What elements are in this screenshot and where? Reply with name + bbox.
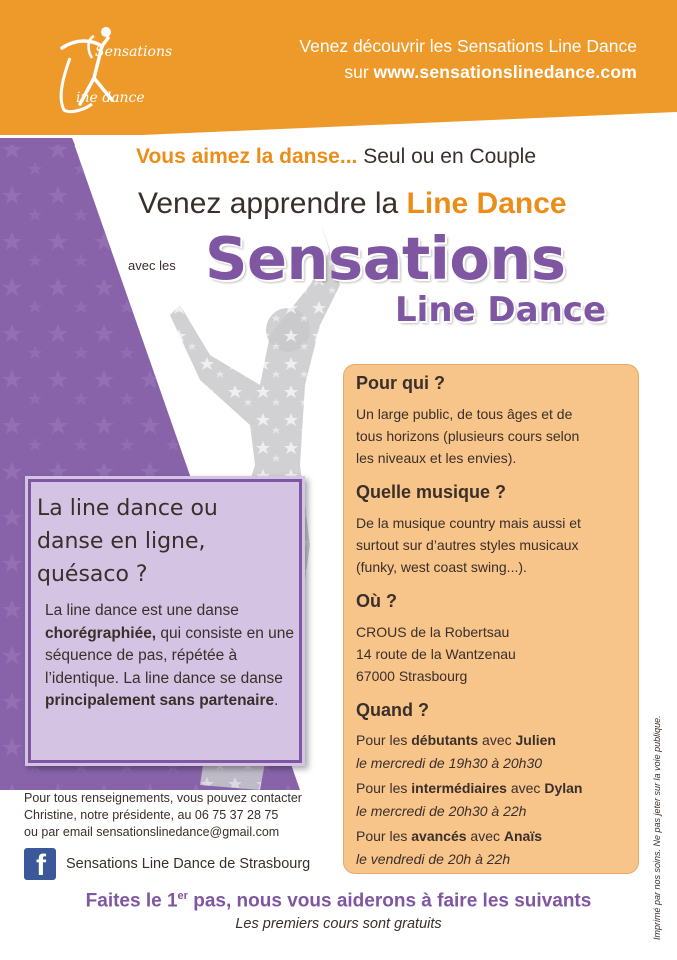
header-invite-text: Venez découvrir les Sensations Line Dance (299, 36, 637, 56)
address-line: 67000 Strasbourg (356, 668, 468, 684)
address-line: 14 route de la Wantzenau (356, 646, 516, 662)
headline-line2: Venez apprendre la Line Dance (138, 187, 567, 220)
logo-text-line-dance: ine dance (76, 90, 145, 106)
course-intermediate-time: le mercredi de 20h30 à 22h (356, 803, 527, 819)
quesaco-title: La line dance ou danse en ligne, quésaco ? (37, 496, 218, 587)
course-intermediate: Pour les intermédiaires avec Dylan (356, 780, 583, 796)
musique-line: De la musique country mais aussi et (356, 515, 581, 531)
pour-qui-line: tous horizons (plusieurs cours selon (356, 428, 580, 444)
footer-free-courses: Les premiers cours sont gratuits (235, 916, 442, 932)
website-link[interactable]: www.sensationslinedance.com (373, 62, 637, 82)
facebook-page-name[interactable]: Sensations Line Dance de Strasbourg (66, 856, 311, 872)
course-advanced-time: le vendredi de 20h à 22h (356, 851, 511, 867)
ou-title: Où ? (356, 591, 397, 611)
header-diagonal-cut (0, 0, 677, 145)
info-box (343, 364, 639, 874)
brand-sensations: Sensations (205, 224, 566, 293)
course-advanced: Pour les avancés avec Anaïs (356, 828, 543, 844)
musique-line: (funky, west coast swing...). (356, 559, 527, 575)
musique-line: surtout sur d’autres styles musicaux (356, 537, 579, 553)
pour-qui-line: Un large public, de tous âges et de (356, 406, 573, 422)
header-website: sur www.sensationslinedance.com (344, 62, 637, 82)
logo-text-sensations: Sensations (95, 44, 173, 60)
musique-title: Quelle musique ? (356, 482, 507, 502)
pour-qui-title: Pour qui ? (356, 373, 445, 393)
course-beginners: Pour les débutants avec Julien (356, 732, 556, 748)
quand-title: Quand ? (356, 700, 429, 720)
contact-info: Pour tous renseignements, vous pouvez contacter Christine, notre présidente, au 06 75 37 28 75 ou par email sensationslinedance@gmail.com (24, 791, 302, 839)
avec-les-text: avec les (128, 258, 176, 273)
facebook-icon[interactable]: f (24, 848, 56, 880)
pour-qui-line: les niveaux et les envies). (356, 450, 517, 466)
course-beginners-time: le mercredi de 19h30 à 20h30 (356, 755, 543, 771)
address-line: CROUS de la Robertsau (356, 624, 510, 640)
quesaco-box (25, 476, 305, 766)
legal-notice: Imprimé par nos soins. Ne pas jeter sur la voie publique. (652, 715, 662, 940)
headline-line1: Vous aimez la danse... Seul ou en Couple (136, 145, 537, 168)
quesaco-text: La line dance est une danse chorégraphiée, qui consiste en une séquence de pas, répétée à l’identique. La line dance se danse principalement sans partenaire. (45, 602, 294, 709)
brand-line-dance: Line Dance (395, 290, 607, 330)
footer-slogan: Faites le 1er pas, nous vous aiderons à faire les suivants (85, 890, 592, 912)
